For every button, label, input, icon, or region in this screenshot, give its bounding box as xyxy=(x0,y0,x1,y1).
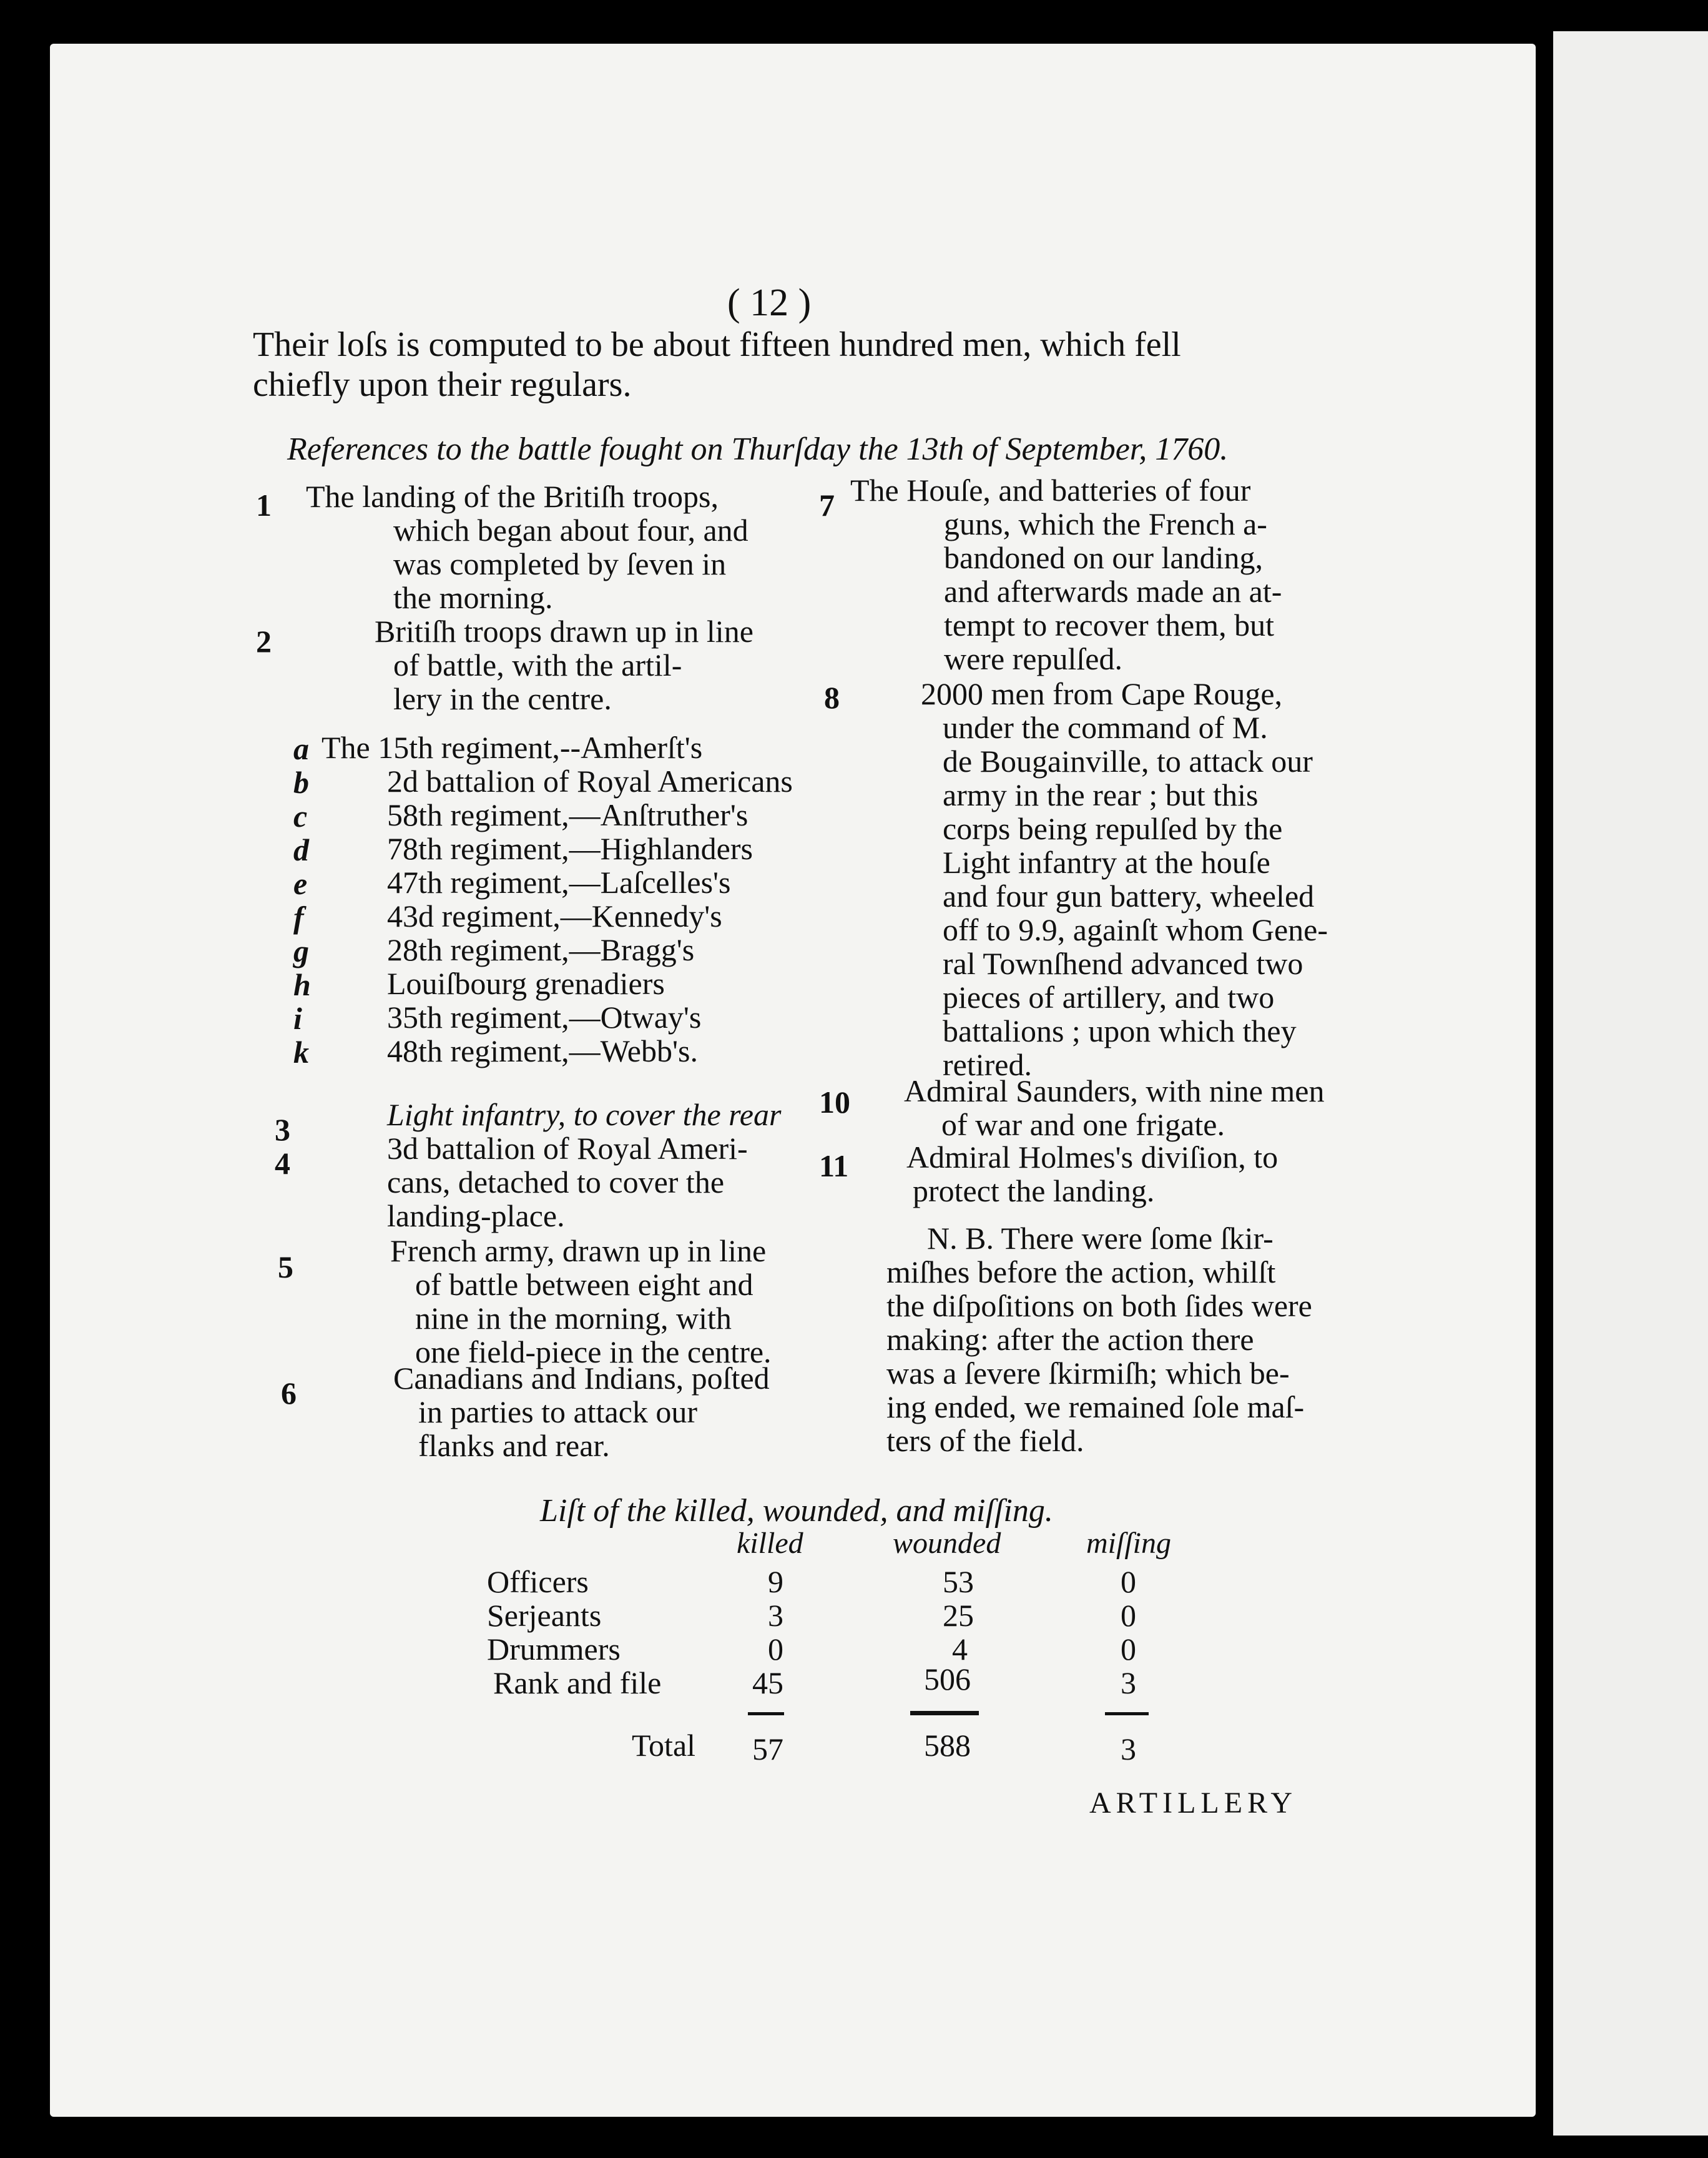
table-cell-killed: 9 xyxy=(768,1564,783,1599)
item-line: Admiral Holmes's diviſion, to xyxy=(906,1140,1279,1175)
item-line: in parties to attack our xyxy=(418,1394,698,1429)
facing-page-edge xyxy=(1553,31,1708,2136)
intro-line: Their loſs is computed to be about fifteen hundred men, which fell xyxy=(253,325,1181,364)
table-row-label: Rank and file xyxy=(493,1665,662,1700)
item-line: of battle between eight and xyxy=(415,1267,753,1302)
item-line: landing-place. xyxy=(387,1198,565,1233)
regiment-letter: d xyxy=(293,832,309,867)
table-row-label: Drummers xyxy=(487,1632,621,1667)
item-line: corps being repulſed by the xyxy=(943,811,1283,846)
regiment-text: 78th regiment,—Highlanders xyxy=(387,831,753,866)
reference-item xyxy=(904,1074,1325,1141)
item-line: Canadians and Indians, poſted xyxy=(393,1361,770,1396)
table-row-label: Officers xyxy=(487,1564,589,1599)
nb-line: ing ended, we remained ſole maſ- xyxy=(886,1389,1305,1424)
reference-item xyxy=(921,677,1328,1081)
item-number: 1 xyxy=(256,488,272,523)
page-number: ( 12 ) xyxy=(727,282,812,324)
item-line: retired. xyxy=(943,1047,1032,1082)
regiment-text: 47th regiment,—Laſcelles's xyxy=(387,865,731,900)
nb-line: N. B. There were ſome ſkir- xyxy=(927,1221,1274,1256)
regiment-letter: e xyxy=(293,866,308,901)
nota-bene xyxy=(886,1221,1312,1457)
nb-line: miſhes before the action, whilſt xyxy=(886,1254,1276,1289)
item-line: guns, which the French a- xyxy=(944,506,1267,541)
regiment-letter: i xyxy=(293,1001,302,1036)
item-line: de Bougainville, to attack our xyxy=(943,744,1313,779)
item-line: protect the landing. xyxy=(913,1173,1155,1208)
regiment-letter: h xyxy=(293,967,311,1002)
regiment-text: The 15th regiment,--Amherſt's xyxy=(321,730,703,765)
item-line: was completed by ſeven in xyxy=(393,546,727,581)
item-line: bandoned on our landing, xyxy=(944,540,1264,575)
sum-rule xyxy=(748,1712,784,1715)
regiment-letter: b xyxy=(293,765,309,800)
catchword: ARTILLERY xyxy=(1089,1786,1298,1820)
nb-line: ters of the field. xyxy=(886,1423,1084,1458)
item-line: The Houſe, and batteries of four xyxy=(850,473,1251,508)
regiment-letter: k xyxy=(293,1035,309,1070)
regiment-text: Louiſbourg grenadiers xyxy=(387,966,665,1001)
item-line: French army, drawn up in line xyxy=(390,1233,767,1268)
item-line: Admiral Saunders, with nine men xyxy=(904,1073,1325,1108)
regiment-text: 48th regiment,—Webb's. xyxy=(387,1033,698,1068)
table-total-label: Total xyxy=(632,1728,696,1763)
item-number: 5 xyxy=(278,1249,293,1284)
reference-item xyxy=(387,1131,748,1233)
intro-paragraph xyxy=(253,325,1181,405)
item-line: were repulſed. xyxy=(944,641,1122,676)
item-line: lery in the centre. xyxy=(393,681,612,716)
nb-line: was a ſevere ſkirmiſh; which be- xyxy=(886,1356,1290,1391)
table-cell-missing: 3 xyxy=(1121,1665,1136,1700)
item-number: 6 xyxy=(281,1376,297,1411)
regiment-text: 58th regiment,—Anſtruther's xyxy=(387,797,748,832)
sum-rule xyxy=(1105,1712,1149,1715)
item-line: and four gun battery, wheeled xyxy=(943,879,1315,914)
item-number: 11 xyxy=(819,1148,849,1183)
regiment-letter: f xyxy=(293,900,304,935)
reference-item xyxy=(375,614,753,716)
reference-item xyxy=(850,473,1282,676)
table-cell-wounded: 25 xyxy=(943,1598,974,1633)
item-line: ral Townſhend advanced two xyxy=(943,946,1303,981)
regiment-letter: g xyxy=(293,934,309,968)
regiment-letter: c xyxy=(293,799,308,834)
table-header-missing: miſſing xyxy=(1086,1527,1172,1560)
intro-line: chiefly upon their regulars. xyxy=(253,365,632,404)
table-cell-wounded: 53 xyxy=(943,1564,974,1599)
item-number: 3 xyxy=(275,1112,290,1147)
regiment-text: 35th regiment,—Otway's xyxy=(387,1000,702,1035)
item-line: 3d battalion of Royal Ameri- xyxy=(387,1131,748,1166)
regiment-letter: a xyxy=(293,731,309,766)
item-line: the morning. xyxy=(393,580,553,615)
table-cell-killed: 3 xyxy=(768,1598,783,1633)
item-line: pieces of artillery, and two xyxy=(943,980,1275,1015)
item-line: battalions ; upon which they xyxy=(943,1013,1297,1048)
references-title: References to the battle fought on Thurſday the 13th of September, 1760. xyxy=(287,431,1229,467)
item-line: flanks and rear. xyxy=(418,1428,610,1463)
regiment-text: 28th regiment,—Bragg's xyxy=(387,932,695,967)
item-line: which began about four, and xyxy=(393,513,748,548)
table-total-wounded: 588 xyxy=(924,1728,971,1763)
item-number: 4 xyxy=(275,1146,290,1181)
item-number: 10 xyxy=(819,1085,850,1120)
sum-rule xyxy=(910,1711,979,1715)
item-line: Light infantry, to cover the rear xyxy=(387,1097,782,1132)
regiment-text: 43d regiment,—Kennedy's xyxy=(387,899,722,934)
table-row-label: Serjeants xyxy=(487,1598,602,1633)
reference-item xyxy=(306,480,748,614)
item-line: one field-piece in the centre. xyxy=(415,1334,772,1369)
table-cell-wounded: 506 xyxy=(924,1662,971,1697)
reference-item xyxy=(906,1140,1278,1208)
reference-item xyxy=(387,1098,781,1131)
table-cell-killed: 0 xyxy=(768,1632,783,1667)
item-line: and afterwards made an at- xyxy=(944,574,1282,609)
item-line: of war and one frigate. xyxy=(941,1107,1225,1142)
reference-item xyxy=(393,1361,770,1462)
nb-line: making: after the action there xyxy=(886,1322,1254,1357)
table-cell-missing: 0 xyxy=(1121,1564,1136,1599)
table-total-killed: 57 xyxy=(752,1732,783,1766)
regiment-text: 2d battalion of Royal Americans xyxy=(387,764,793,799)
table-cell-wounded: 4 xyxy=(952,1632,968,1667)
table-header-killed: killed xyxy=(737,1527,803,1560)
item-line: army in the rear ; but this xyxy=(943,777,1259,812)
item-line: under the command of M. xyxy=(943,710,1268,745)
item-number: 2 xyxy=(256,624,272,659)
item-line: nine in the morning, with xyxy=(415,1301,732,1336)
item-number: 7 xyxy=(819,488,835,523)
item-line: Britiſh troops drawn up in line xyxy=(375,614,753,649)
reference-item xyxy=(390,1234,772,1369)
item-line: The landing of the Britiſh troops, xyxy=(306,479,719,514)
item-line: Light infantry at the houſe xyxy=(943,845,1270,880)
item-number: 8 xyxy=(824,680,840,715)
item-line: cans, detached to cover the xyxy=(387,1165,725,1200)
table-cell-killed: 45 xyxy=(752,1665,783,1700)
item-line: of battle, with the artil- xyxy=(393,648,682,682)
table-cell-missing: 0 xyxy=(1121,1632,1136,1667)
table-total-missing: 3 xyxy=(1121,1732,1136,1766)
table-cell-missing: 0 xyxy=(1121,1598,1136,1633)
item-line: 2000 men from Cape Rouge, xyxy=(921,676,1283,711)
item-line: off to 9.9, againſt whom Gene- xyxy=(943,912,1328,947)
item-line: tempt to recover them, but xyxy=(944,608,1275,643)
nb-line: the diſpoſitions on both ſides were xyxy=(886,1288,1312,1323)
table-header-wounded: wounded xyxy=(893,1527,1001,1560)
table-title: Liſt of the killed, wounded, and miſſing. xyxy=(540,1493,1053,1529)
